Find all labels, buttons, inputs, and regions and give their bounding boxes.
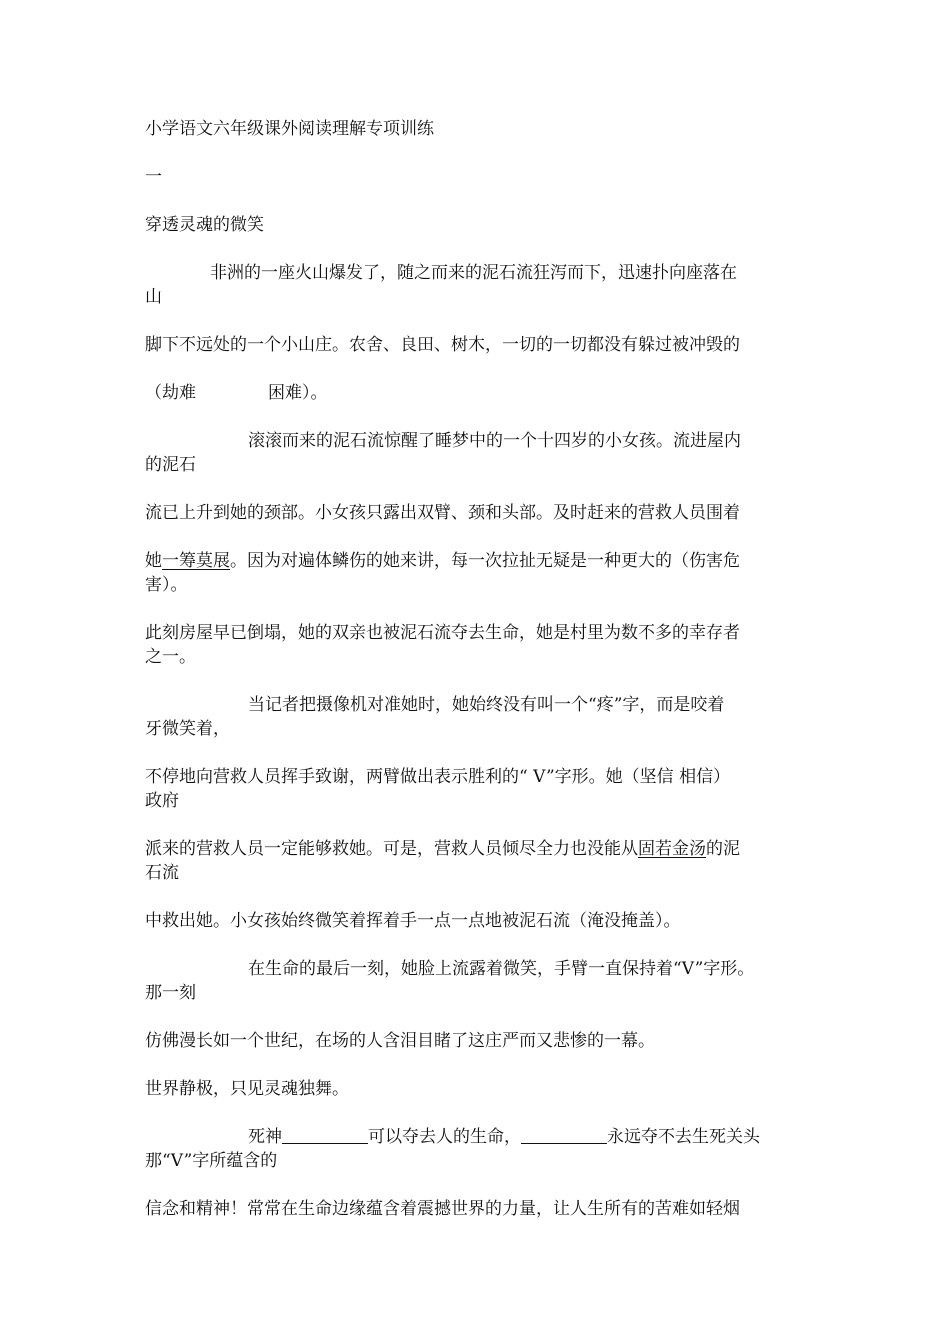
doc-title: 小学语文六年级课外阅读理解专项训练: [145, 119, 434, 139]
p5-line1-wrap: 那“V”字所蕴含的: [145, 1151, 278, 1171]
p3-line3-wrap: 石流: [145, 863, 179, 883]
p5-line1-c: 永远夺不去生死关头: [607, 1127, 760, 1147]
p3-line1: 当记者把摄像机对准她时，她始终没有叫一个“疼”字，而是咬着: [248, 695, 725, 715]
p2-line1: 滚滚而来的泥石流惊醒了睡梦中的一个十四岁的小女孩。流进屋内: [248, 431, 741, 451]
p3-line2-wrap: 政府: [145, 791, 179, 811]
p1-line1: 非洲的一座火山爆发了，随之而来的泥石流狂泻而下，迅速扑向座落在: [210, 263, 737, 283]
p5-line1-b: 可以夺去人的生命，: [368, 1127, 521, 1147]
p4-line3: 世界静极，只见灵魂独舞。: [145, 1079, 349, 1099]
fill-blank-1[interactable]: [282, 1127, 368, 1144]
p2-line4-wrap: 之一。: [145, 647, 196, 667]
p4-line1: 在生命的最后一刻，她脸上流露着微笑，手臂一直保持着“V”字形。: [248, 959, 755, 979]
p1-line3-option-a: （劫难: [145, 383, 196, 403]
p4-line2: 仿佛漫长如一个世纪，在场的人含泪目睹了这庄严而又悲惨的一幕。: [145, 1031, 655, 1051]
p3-line1-wrap: 牙微笑着，: [145, 719, 230, 739]
p2-line1-wrap: 的泥石: [145, 455, 196, 475]
p2-line4: 此刻房屋早已倒塌，她的双亲也被泥石流夺去生命，她是村里为数不多的幸存者: [145, 623, 740, 643]
p5-line1-a: 死神: [248, 1127, 282, 1147]
article-heading: 穿透灵魂的微笑: [145, 215, 264, 235]
p1-line3-option-b: 困难）。: [268, 383, 328, 403]
p5-line1: [248, 1126, 760, 1148]
p3-line3-post: 的泥: [706, 839, 740, 859]
p4-line1-wrap: 那一刻: [145, 983, 196, 1003]
p2-line3-post: 。因为对遍体鳞伤的她来讲，每一次拉扯无疑是一种更大的（伤害危: [230, 551, 740, 571]
p5-line2: 信念和精神！常常在生命边缘蕴含着震撼世界的力量，让人生所有的苦难如轻烟: [145, 1199, 740, 1219]
p3-line4: 中救出她。小女孩始终微笑着挥着手一点一点地被泥石流（淹没掩盖）。: [145, 911, 681, 931]
p3-line3: [145, 838, 740, 860]
p1-line1-wrap: 山: [145, 287, 162, 307]
underlined-idiom-1: 一筹莫展: [162, 551, 230, 571]
p2-line3-wrap: 害）。: [145, 575, 188, 595]
section-number: 一: [145, 167, 162, 187]
p3-line2: 不停地向营救人员挥手致谢，两臂做出表示胜利的“ V”字形。她（坚信 相信）: [145, 767, 731, 787]
p3-line3-pre: 派来的营救人员一定能够救她。可是，营救人员倾尽全力也没能从: [145, 839, 638, 859]
underlined-idiom-2: 固若金汤: [638, 839, 706, 859]
p2-line2: 流已上升到她的颈部。小女孩只露出双臂、颈和头部。及时赶来的营救人员围着: [145, 503, 740, 523]
fill-blank-2[interactable]: [521, 1127, 607, 1144]
p2-line3: [145, 550, 740, 572]
p1-line2: 脚下不远处的一个小山庄。农舍、良田、树木，一切的一切都没有躲过被冲毁的: [145, 335, 740, 355]
p2-line3-pre: 她: [145, 551, 162, 571]
